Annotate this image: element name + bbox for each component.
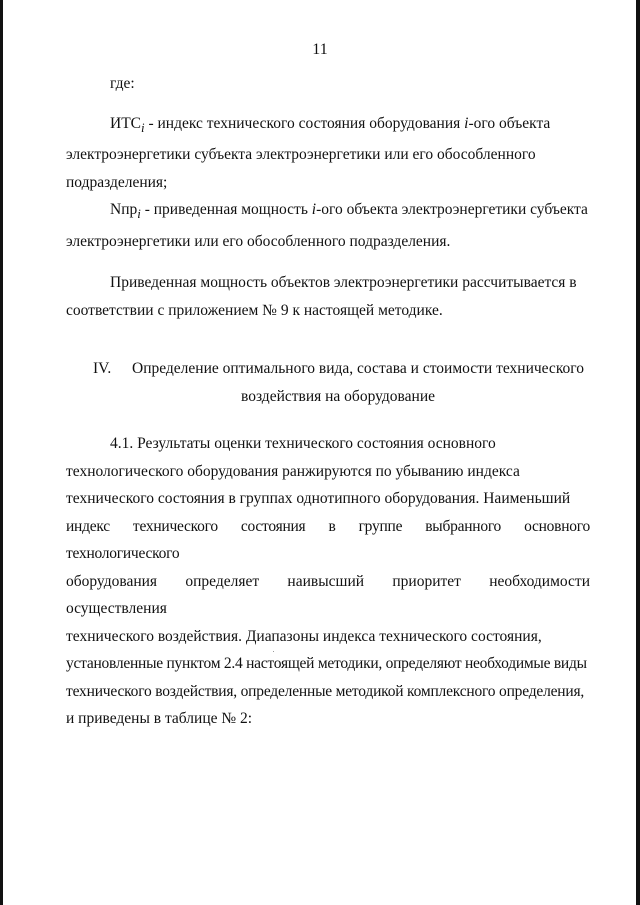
paragraph-4-1 [66, 430, 590, 733]
paragraph-4-1-line: технологического оборудования ранжируются по убыванию индекса [66, 462, 520, 480]
document-body [66, 70, 590, 733]
paragraph-4-1-line: оборудования определяет наивысший приоритет необходимости осуществления [66, 572, 590, 618]
paragraph-4-1-line: индекс технического состояния в группе выбранного основного технологического [66, 517, 590, 563]
scan-speck [273, 651, 274, 652]
where-label: где: [110, 75, 135, 92]
scan-border-left [0, 0, 3, 905]
paragraph-4-1-line: технического воздействия. Диапазоны индекса технического состояния, [66, 627, 542, 645]
paragraph-4-1-line: технического состояния в группах однотипного оборудования. Наименьший [66, 490, 571, 508]
npr-definition-part1: - приведенная мощность [140, 201, 312, 219]
npr-subscript: i [137, 206, 141, 222]
power-paragraph-line1: Приведенная мощность объектов электроэнергетики рассчитывается в [110, 274, 577, 292]
npr-definition [66, 196, 590, 228]
npr-definition-italic-i: i [311, 201, 317, 219]
paragraph-4-1-line: технического воздействия, определенные методикой комплексного определения, [66, 682, 585, 700]
its-symbol: ИТС [110, 114, 141, 132]
its-definition [66, 110, 590, 142]
npr-definition-line2: электроэнергетики или его обособленного подразделения. [66, 232, 451, 250]
its-definition-italic-i: i [464, 114, 469, 132]
npr-symbol: Nпр [110, 201, 138, 219]
section-heading [66, 355, 590, 411]
paragraph-4-1-line: 4.1. Результаты оценки технического состояния основного [110, 435, 496, 453]
power-paragraph-line2: соответствии с приложением № 9 к настоящей методике. [66, 301, 443, 319]
page-number: 11 [312, 41, 328, 58]
section-title-line1: Определение оптимального вида, состава и стоимости технического [132, 360, 585, 378]
its-definition-line2: электроэнергетики субъекта электроэнергетики или его обособленного [66, 146, 536, 164]
section-number: IV. [93, 360, 112, 378]
scan-border-right [636, 0, 640, 905]
paragraph-4-1-line: и приведены в таблице № 2: [66, 710, 253, 728]
its-definition-line3: подразделения; [66, 173, 168, 191]
section-title-line2: воздействия на оборудование [241, 388, 435, 406]
its-definition-part2: -ого объекта [468, 114, 551, 132]
paragraph-4-1-line: установленные пунктом 2.4 настоящей методики, определяют необходимые виды [66, 655, 587, 673]
its-subscript: i [141, 119, 145, 135]
npr-definition-part2: -ого объекта электроэнергетики субъекта [316, 201, 588, 219]
its-definition-part1: - индекс технического состояния оборудования [144, 114, 465, 132]
